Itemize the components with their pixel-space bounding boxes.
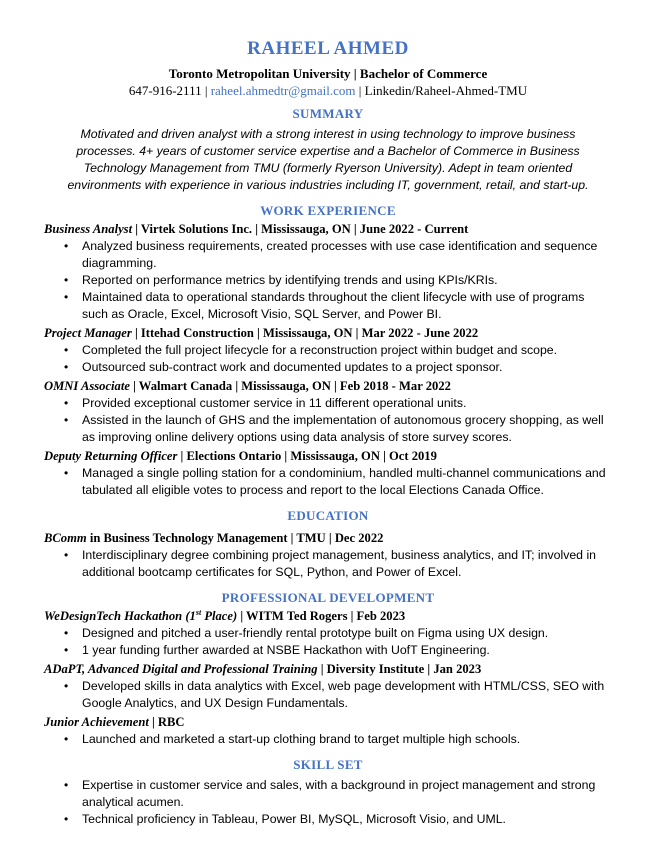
list-item: • Maintained data to operational standards throughout the client lifecycle with use of programs such as Oracle, Excel, Microsoft Visio, SQL Server, and Power BI. (82, 289, 612, 323)
education-entry (44, 530, 612, 581)
job-details: | Elections Ontario | Mississauga, ON | Oct 2019 (177, 449, 437, 463)
job-entry (44, 448, 612, 499)
job-entry (44, 378, 612, 446)
linkedin-link[interactable]: Linkedin/Raheel-Ahmed-TMU (364, 83, 528, 98)
bullet-list (44, 731, 612, 748)
contact-separator: | (201, 83, 211, 98)
summary-heading: SUMMARY (292, 106, 364, 121)
development-header (44, 661, 612, 678)
development-title (44, 609, 237, 623)
list-item: • Designed and pitched a user-friendly rental prototype built on Figma using UX design. (82, 625, 612, 642)
development-entry (44, 608, 612, 659)
list-item: • Reported on performance metrics by identifying trends and using KPIs/KRIs. (82, 272, 612, 289)
list-item: • Developed skills in data analytics with Excel, web page development with HTML/CSS, SEO with Google Analytics, and UX Design Fundamentals. (82, 678, 612, 712)
development-entry (44, 714, 612, 748)
work-experience-heading: WORK EXPERIENCE (260, 203, 396, 218)
bullet-list (44, 678, 612, 712)
job-title: Business Analyst (44, 222, 133, 236)
development-header (44, 608, 612, 625)
list-item: • Expertise in customer service and sales, with a background in project management and strong analytical acumen. (82, 777, 612, 811)
degree-name: BComm (44, 531, 87, 545)
list-item: • Assisted in the launch of GHS and the implementation of autonomous grocery shopping, as well as improving online delivery options using data analysis of store survey scores. (82, 412, 612, 446)
list-item: • Provided exceptional customer service in 11 different operational units. (82, 395, 612, 412)
contact-separator: | (355, 83, 365, 98)
bullet-list (44, 777, 612, 828)
degree-details: in Business Technology Management | TMU | Dec 2022 (86, 531, 384, 545)
job-title: Deputy Returning Officer (44, 449, 178, 463)
job-details: | Ittehad Construction | Mississauga, ON | Mar 2022 - June 2022 (131, 326, 479, 340)
list-item: • Interdisciplinary degree combining project management, business analytics, and IT; involved in additional bootcamp certificates for SQL, Python, and Power of Excel. (82, 547, 612, 581)
job-details: | Walmart Canada | Mississauga, ON | Feb 2018 - Mar 2022 (129, 379, 451, 393)
development-entry (44, 661, 612, 712)
professional-development-heading: PROFESSIONAL DEVELOPMENT (221, 590, 435, 605)
development-details: | Diversity Institute | Jan 2023 (317, 662, 482, 676)
phone-number: 647-916-2111 (128, 83, 202, 98)
bullet-list (44, 395, 612, 446)
bullet-list (44, 342, 612, 376)
bullet-list (44, 238, 612, 323)
list-item: • 1 year funding further awarded at NSBE Hackathon with UofT Engineering. (82, 642, 612, 659)
skill-set-heading: SKILL SET (293, 757, 363, 772)
development-details: | RBC (148, 715, 185, 729)
degree-header (44, 530, 612, 547)
title-superscript: st (195, 607, 202, 617)
title-text: WeDesignTech Hackathon (1 (44, 609, 196, 623)
list-item: • Managed a single polling station for a condominium, handled multi-channel communications and tabulated all eligible votes to process and report to the local Elections Canada Office. (82, 465, 612, 499)
title-text: Place) (201, 609, 238, 623)
job-details: | Virtek Solutions Inc. | Mississauga, ON | June 2022 - Current (132, 222, 469, 236)
list-item: • Technical proficiency in Tableau, Power BI, MySQL, Microsoft Visio, and UML. (82, 811, 612, 828)
bullet-list (44, 625, 612, 659)
contact-line (44, 82, 612, 99)
development-header (44, 714, 612, 731)
development-details: | WITM Ted Rogers | Feb 2023 (237, 609, 406, 623)
school-line: Toronto Metropolitan University | Bachelor of Commerce (168, 66, 488, 81)
bullet-list (44, 547, 612, 581)
job-header (44, 221, 612, 238)
job-header (44, 448, 612, 465)
job-entry (44, 221, 612, 323)
job-header (44, 325, 612, 342)
list-item: • Analyzed business requirements, created processes with use case identification and sequence diagramming. (82, 238, 612, 272)
job-title: Project Manager (44, 326, 132, 340)
job-title: OMNI Associate (44, 379, 130, 393)
list-item: • Completed the full project lifecycle for a reconstruction project within budget and scope. (82, 342, 612, 359)
candidate-name: RAHEEL AHMED (247, 38, 409, 59)
list-item: • Launched and marketed a start-up clothing brand to target multiple high schools. (82, 731, 612, 748)
summary-text: Motivated and driven analyst with a strong interest in using technology to improve business processes. 4+ years of customer service expertise and a Bachelor of Commerce in Business Technology Management from TMU (formerly Ryerson University). Adept in team oriented environments with experience in various industries including IT, government, retail, and start-up. (67, 127, 589, 192)
development-title: Junior Achievement (44, 715, 149, 729)
bullet-list (44, 465, 612, 499)
job-entry (44, 325, 612, 376)
development-title: ADaPT, Advanced Digital and Professional Training (44, 662, 318, 676)
list-item: • Outsourced sub-contract work and documented updates to a project sponsor. (82, 359, 612, 376)
email-link[interactable]: raheel.ahmedtr@gmail.com (210, 83, 356, 98)
education-heading: EDUCATION (287, 508, 369, 523)
job-header (44, 378, 612, 395)
